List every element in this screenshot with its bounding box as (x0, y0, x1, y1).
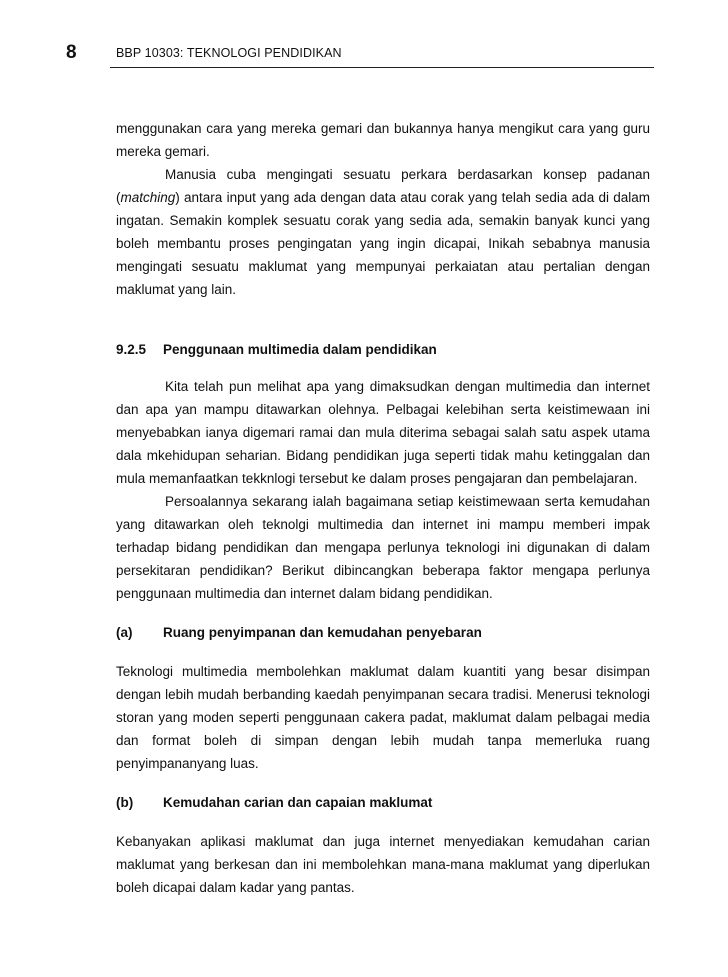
intro-italic-term: matching (120, 190, 176, 205)
section-heading (116, 338, 650, 361)
subsection-text-a: Teknologi multimedia membolehkan maklumat dalam kuantiti yang besar disimpan dengan lebih mudah berbanding kaedah penyimpanan secara tradisi. Menerusi teknologi storan yang moden seperti penggunaan cakera padat, maklumat dalam pelbagai media dan format boleh di simpan dengan lebih mudah tanpa memerluka ruang penyimpananyang luas. (116, 664, 650, 771)
intro-text-before: Manusia cuba mengingati sesuatu perkara berdasarkan konsep padanan ( (116, 167, 650, 205)
subsection-heading-a (116, 621, 650, 644)
running-head: BBP 10303: TEKNOLOGI PENDIDIKAN (116, 46, 342, 60)
subsection-heading-b (116, 791, 650, 814)
section-number: 9.2.5 (116, 342, 147, 357)
intro-paragraph-2 (116, 163, 650, 301)
subsection-text-b: Kebanyakan aplikasi maklumat dan juga internet menyediakan kemudahan carian maklumat yang berkesan dan ini membolehkan mana-mana maklumat yang diperlukan boleh dicapai dalam kadar yang pantas. (116, 834, 650, 895)
section-paragraph: Kita telah pun melihat apa yang dimaksudkan dengan multimedia dan internet dan apa yan mampu ditawarkan olehnya. Pelbagai kelebihan serta keistimewaan ini menyebabkan ianya digemari ramai dan mula diterima sebagai salah satu aspek utama dala mkehidupan seharian. Bidang pendidikan juga seperti tidak mahu ketinggalan dan mula memanfaatkan tekknlogi tersebut ke dalam proses pengajaran dan pembelajaran. (116, 379, 650, 486)
page-number: 8 (66, 42, 77, 63)
section-paragraph-2: Persoalannya sekarang ialah bagaimana setiap keistimewaan serta kemudahan yang ditawarkan oleh teknolgi multimedia dan internet ini mampu memberi impak terhadap bidang pendidikan dan mengapa perlunya teknologi ini digunakan di dalam persekitaran pendidikan? Berikut dibincangkan beberapa faktor mengapa perlunya penggunaan multimedia dan internet dalam bidang pendidikan. (116, 494, 650, 601)
page-body (116, 117, 650, 899)
subsection-label-b: (b) (116, 795, 134, 810)
intro-text-after: ) antara input yang ada dengan data atau corak yang telah sedia ada di dalam ingatan. Semakin komplek sesuatu corak yang sedia ada, semakin banyak kunci yang boleh membantu proses pengingatan yang ingin dicapai, Inikah sebabnya manusia mengingati sesuatu maklumat yang mempunyai perkaiatan atau pertalian dengan maklumat yang lain. (116, 190, 650, 297)
subsection-title-b: Kemudahan carian dan capaian maklumat (163, 795, 433, 810)
subsection-label-a: (a) (116, 625, 133, 640)
subsection-title-a: Ruang penyimpanan dan kemudahan penyebaran (163, 625, 482, 640)
section-title: Penggunaan multimedia dalam pendidikan (163, 342, 437, 357)
intro-paragraph: menggunakan cara yang mereka gemari dan bukannya hanya mengikut cara yang guru mereka gemari. (116, 121, 650, 159)
header-rule (110, 67, 654, 68)
